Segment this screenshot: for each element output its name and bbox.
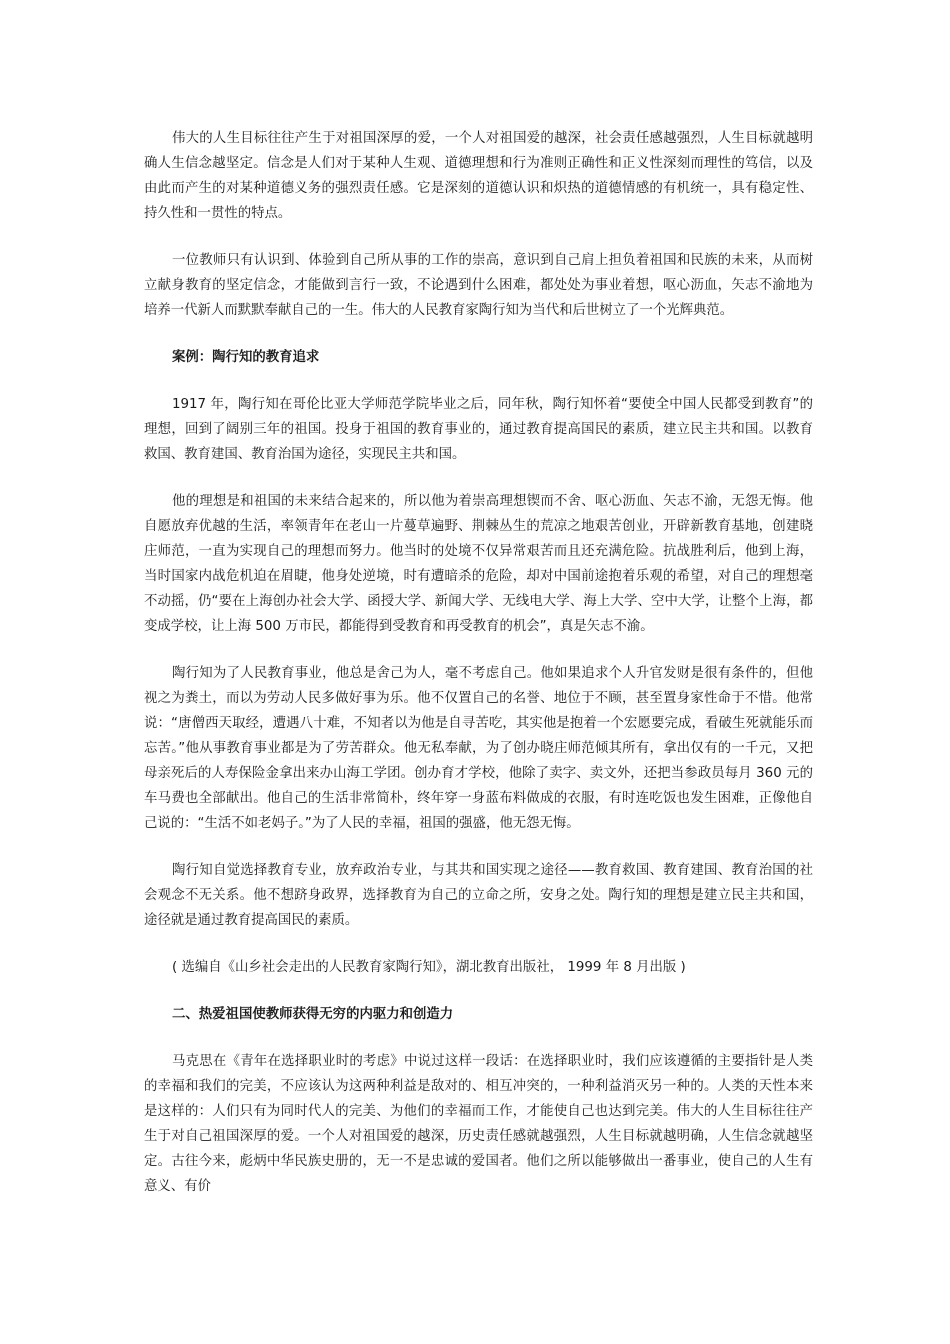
paragraph-2: 一位教师只有认识到、体验到自己所从事的工作的崇高，意识到自己肩上担负着祖国和民族的未来，从而树立献身教育的坚定信念，才能做到言行一致，不论遇到什么困难，都处处为事业着想，呕心沥血，矢志不渝地为培养一代新人而默默奉献自己的一生。伟大的人民教育家陶行知为当代和后世树立了一个光辉典范。 [144, 253, 813, 318]
paragraph-7: 马克思在《青年在选择职业时的考虑》中说过这样一段话：在选择职业时，我们应该遵循的主要指针是人类的幸福和我们的完美，不应该认为这两种利益是敌对的、相互冲突的，一种利益消灭另一种的。人类的天性本来是这样的：人们只有为同时代人的完美、为他们的幸福而工作，才能使自己也达到完美。伟大的人生目标往往产生于对自己祖国深厚的爱。一个人对祖国爱的越深，历史责任感就越强烈，人生目标就越明确，人生信念就越坚定。古往今来，彪炳中华民族史册的，无一不是忠诚的爱国者。他们之所以能够做出一番事业，使自己的人生有意义、有价 [144, 1054, 813, 1194]
paragraph-3: 1917 年，陶行知在哥伦比亚大学师范学院毕业之后，同年秋，陶行知怀着“要使全中国人民都受到教育”的理想，回到了阔别三年的祖国。投身于祖国的教育事业的，通过教育提高国民的素质，建立民主共和国。以教育救国、教育建国、教育治国为途径，实现民主共和国。 [144, 397, 813, 462]
paragraph-4: 他的理想是和祖国的未来结合起来的，所以他为着崇高理想锲而不舍、呕心沥血、矢志不渝，无怨无悔。他自愿放弃优越的生活，率领青年在老山一片蔓草遍野、荆棘丛生的荒凉之地艰苦创业，开辟新教育基地，创建晓庄师范，一直为实现自己的理想而努力。他当时的处境不仅异常艰苦而且还充满危险。抗战胜利后，他到上海，当时国家内战危机迫在眉睫，他身处逆境，时有遭暗杀的危险，却对中国前途抱着乐观的希望，对自己的理想毫不动摇，仍“要在上海创办社会大学、函授大学、新闻大学、无线电大学、海上大学、空中大学，让整个上海，都变成学校，让上海 500 万市民，都能得到受教育和再受教育的机会”，真是矢志不渝。 [144, 494, 813, 634]
section-heading: 二、热爱祖国使教师获得无穷的内驱力和创造力 [172, 1007, 454, 1022]
paragraph-5: 陶行知为了人民教育事业，他总是舍己为人，毫不考虑自己。他如果追求个人升官发财是很有条件的，但他视之为粪土，而以为劳动人民多做好事为乐。他不仅置自己的名誉、地位于不顾，甚至置身家性命于不惜。他常说：“唐僧西天取经，遭遇八十难，不知者以为他是自寻苦吃，其实他是抱着一个宏愿要完成，看破生死就能乐而忘苦。”他从事教育事业都是为了劳苦群众。他无私奉献，为了创办晓庄师范倾其所有，拿出仅有的一千元，又把母亲死后的人寿保险金拿出来办山海工学团。创办育才学校，他除了卖字、卖文外，还把当参政员每月 360 元的车马费也全部献出。他自己的生活非常简朴，终年穿一身蓝布料做成的衣服，有时连吃饭也发生困难，正像他自己说的：“生活不如老妈子。”为了人民的幸福，祖国的强盛，他无怨无悔。 [144, 666, 813, 831]
paragraph-1: 伟大的人生目标往往产生于对祖国深厚的爱，一个人对祖国爱的越深，社会责任感越强烈，人生目标就越明确人生信念越坚定。信念是人们对于某种人生观、道德理想和行为准则正确性和正义性深刻而理性的笃信，以及由此而产生的对某种道德义务的强烈责任感。它是深刻的道德认识和炽热的道德情感的有机统一，具有稳定性、持久性和一贯性的特点。 [144, 131, 813, 221]
case-heading: 案例：陶行知的教育追求 [172, 350, 320, 365]
paragraph-6: 陶行知自觉选择教育专业，放弃政治专业，与其共和国实现之途径——教育救国、教育建国、教育治国的社会观念不无关系。他不想跻身政界，选择教育为自己的立命之所，安身之处。陶行知的理想是建立民主共和国，途径就是通过教育提高国民的素质。 [144, 863, 813, 928]
source-note: ( 选编自《山乡社会走出的人民教育家陶行知》，湖北教育出版社， 1999 年 8 月出版 ) [172, 960, 686, 975]
